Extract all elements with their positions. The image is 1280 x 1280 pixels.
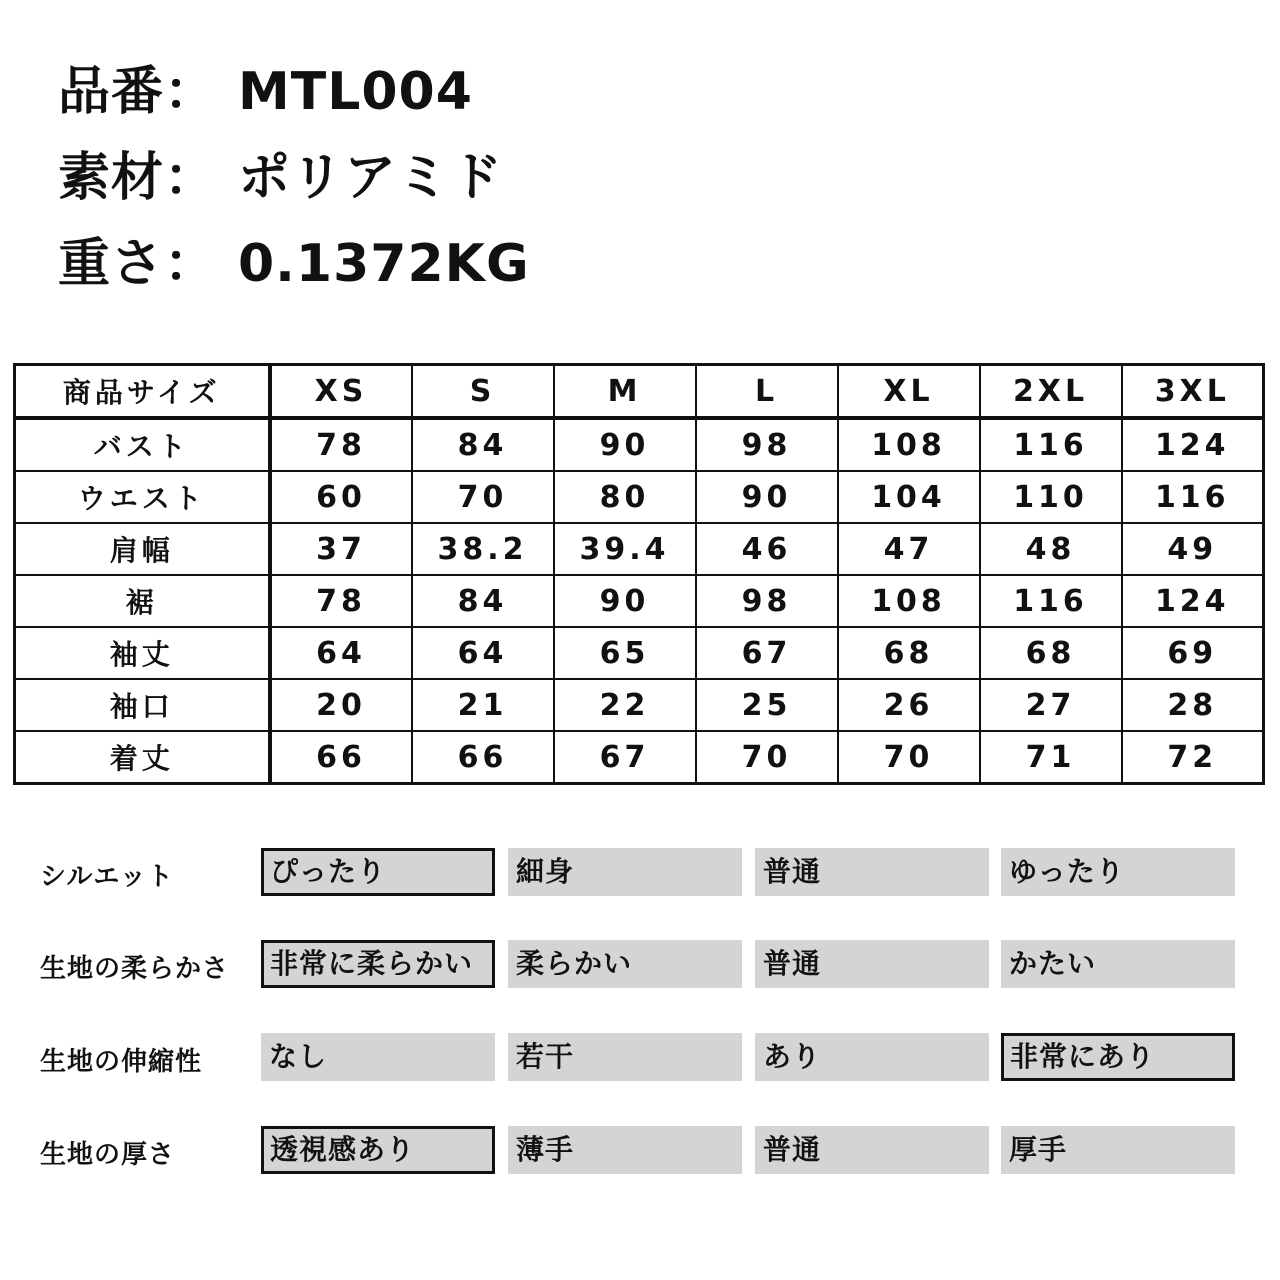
row-label: 袖口 [15, 679, 270, 731]
table-cell: 64 [412, 627, 554, 679]
table-cell: 78 [270, 575, 412, 627]
table-cell: 70 [838, 731, 980, 784]
table-cell: 20 [270, 679, 412, 731]
table-cell: 64 [270, 627, 412, 679]
attribute-label: 生地の厚さ [40, 1140, 176, 1170]
table-cell: 67 [696, 627, 838, 679]
attribute-option: 普通 [755, 1126, 989, 1174]
table-row [15, 679, 1264, 731]
size-header-cell: 3XL [1122, 365, 1264, 419]
size-header-cell: S [412, 365, 554, 419]
attribute-option: なし [261, 1033, 495, 1081]
table-cell: 110 [980, 471, 1122, 523]
spec-label: 重さ： [58, 234, 218, 294]
table-cell: 66 [412, 731, 554, 784]
table-cell: 84 [412, 575, 554, 627]
table-cell: 65 [554, 627, 696, 679]
table-row [15, 523, 1264, 575]
attribute-option: あり [755, 1033, 989, 1081]
row-label: 肩幅 [15, 523, 270, 575]
attribute-option: 普通 [755, 848, 989, 896]
size-table-header-label: 商品サイズ [15, 365, 270, 419]
attribute-option-selected: 透視感あり [261, 1126, 495, 1174]
spec-label: 品番： [58, 62, 218, 122]
table-cell: 108 [838, 418, 980, 471]
attribute-label: シルエット [40, 862, 174, 892]
row-label: バスト [15, 418, 270, 471]
attribute-label: 生地の柔らかさ [40, 954, 230, 984]
attribute-option: 普通 [755, 940, 989, 988]
table-cell: 90 [696, 471, 838, 523]
table-cell: 84 [412, 418, 554, 471]
size-header-cell: XL [838, 365, 980, 419]
table-cell: 69 [1122, 627, 1264, 679]
attribute-option-selected: ぴったり [261, 848, 495, 896]
table-cell: 124 [1122, 575, 1264, 627]
attribute-option: 若干 [508, 1033, 742, 1081]
table-cell: 70 [412, 471, 554, 523]
table-cell: 49 [1122, 523, 1264, 575]
spec-label: 素材： [58, 148, 218, 208]
table-cell: 80 [554, 471, 696, 523]
table-cell: 70 [696, 731, 838, 784]
table-cell: 26 [838, 679, 980, 731]
attribute-option-selected: 非常に柔らかい [261, 940, 495, 988]
size-header-cell: M [554, 365, 696, 419]
attribute-option: 薄手 [508, 1126, 742, 1174]
row-label: 袖丈 [15, 627, 270, 679]
spec-line-weight [58, 232, 530, 296]
spec-line-material [58, 146, 503, 210]
table-cell: 38.2 [412, 523, 554, 575]
table-cell: 37 [270, 523, 412, 575]
row-label: ウエスト [15, 471, 270, 523]
size-table [13, 363, 1265, 785]
table-cell: 21 [412, 679, 554, 731]
table-cell: 66 [270, 731, 412, 784]
spec-value: MTL004 [238, 62, 473, 122]
table-cell: 67 [554, 731, 696, 784]
row-label: 着丈 [15, 731, 270, 784]
table-cell: 116 [980, 418, 1122, 471]
table-row [15, 627, 1264, 679]
table-cell: 116 [980, 575, 1122, 627]
table-row [15, 575, 1264, 627]
table-cell: 71 [980, 731, 1122, 784]
size-table-header-row [15, 365, 1264, 419]
spec-value: ポリアミド [238, 148, 504, 208]
table-cell: 104 [838, 471, 980, 523]
table-cell: 60 [270, 471, 412, 523]
table-cell: 27 [980, 679, 1122, 731]
table-cell: 98 [696, 418, 838, 471]
attribute-label: 生地の伸縮性 [40, 1047, 203, 1077]
table-cell: 28 [1122, 679, 1264, 731]
attribute-option: 柔らかい [508, 940, 742, 988]
table-cell: 98 [696, 575, 838, 627]
table-cell: 72 [1122, 731, 1264, 784]
table-row [15, 471, 1264, 523]
table-cell: 25 [696, 679, 838, 731]
attribute-option-selected: 非常にあり [1001, 1033, 1235, 1081]
size-header-cell: L [696, 365, 838, 419]
table-cell: 48 [980, 523, 1122, 575]
table-cell: 39.4 [554, 523, 696, 575]
row-label: 裾 [15, 575, 270, 627]
table-cell: 108 [838, 575, 980, 627]
size-header-cell: 2XL [980, 365, 1122, 419]
table-cell: 90 [554, 575, 696, 627]
attribute-option: ゆったり [1001, 848, 1235, 896]
table-cell: 47 [838, 523, 980, 575]
attribute-option: かたい [1001, 940, 1235, 988]
table-cell: 68 [980, 627, 1122, 679]
size-header-cell: XS [270, 365, 412, 419]
attribute-option: 細身 [508, 848, 742, 896]
table-row [15, 731, 1264, 784]
spec-line-product-number [58, 60, 473, 124]
table-cell: 78 [270, 418, 412, 471]
table-cell: 46 [696, 523, 838, 575]
table-cell: 116 [1122, 471, 1264, 523]
table-cell: 22 [554, 679, 696, 731]
table-cell: 124 [1122, 418, 1264, 471]
spec-value: 0.1372KG [238, 234, 530, 294]
attribute-option: 厚手 [1001, 1126, 1235, 1174]
table-cell: 68 [838, 627, 980, 679]
table-row [15, 418, 1264, 471]
table-cell: 90 [554, 418, 696, 471]
